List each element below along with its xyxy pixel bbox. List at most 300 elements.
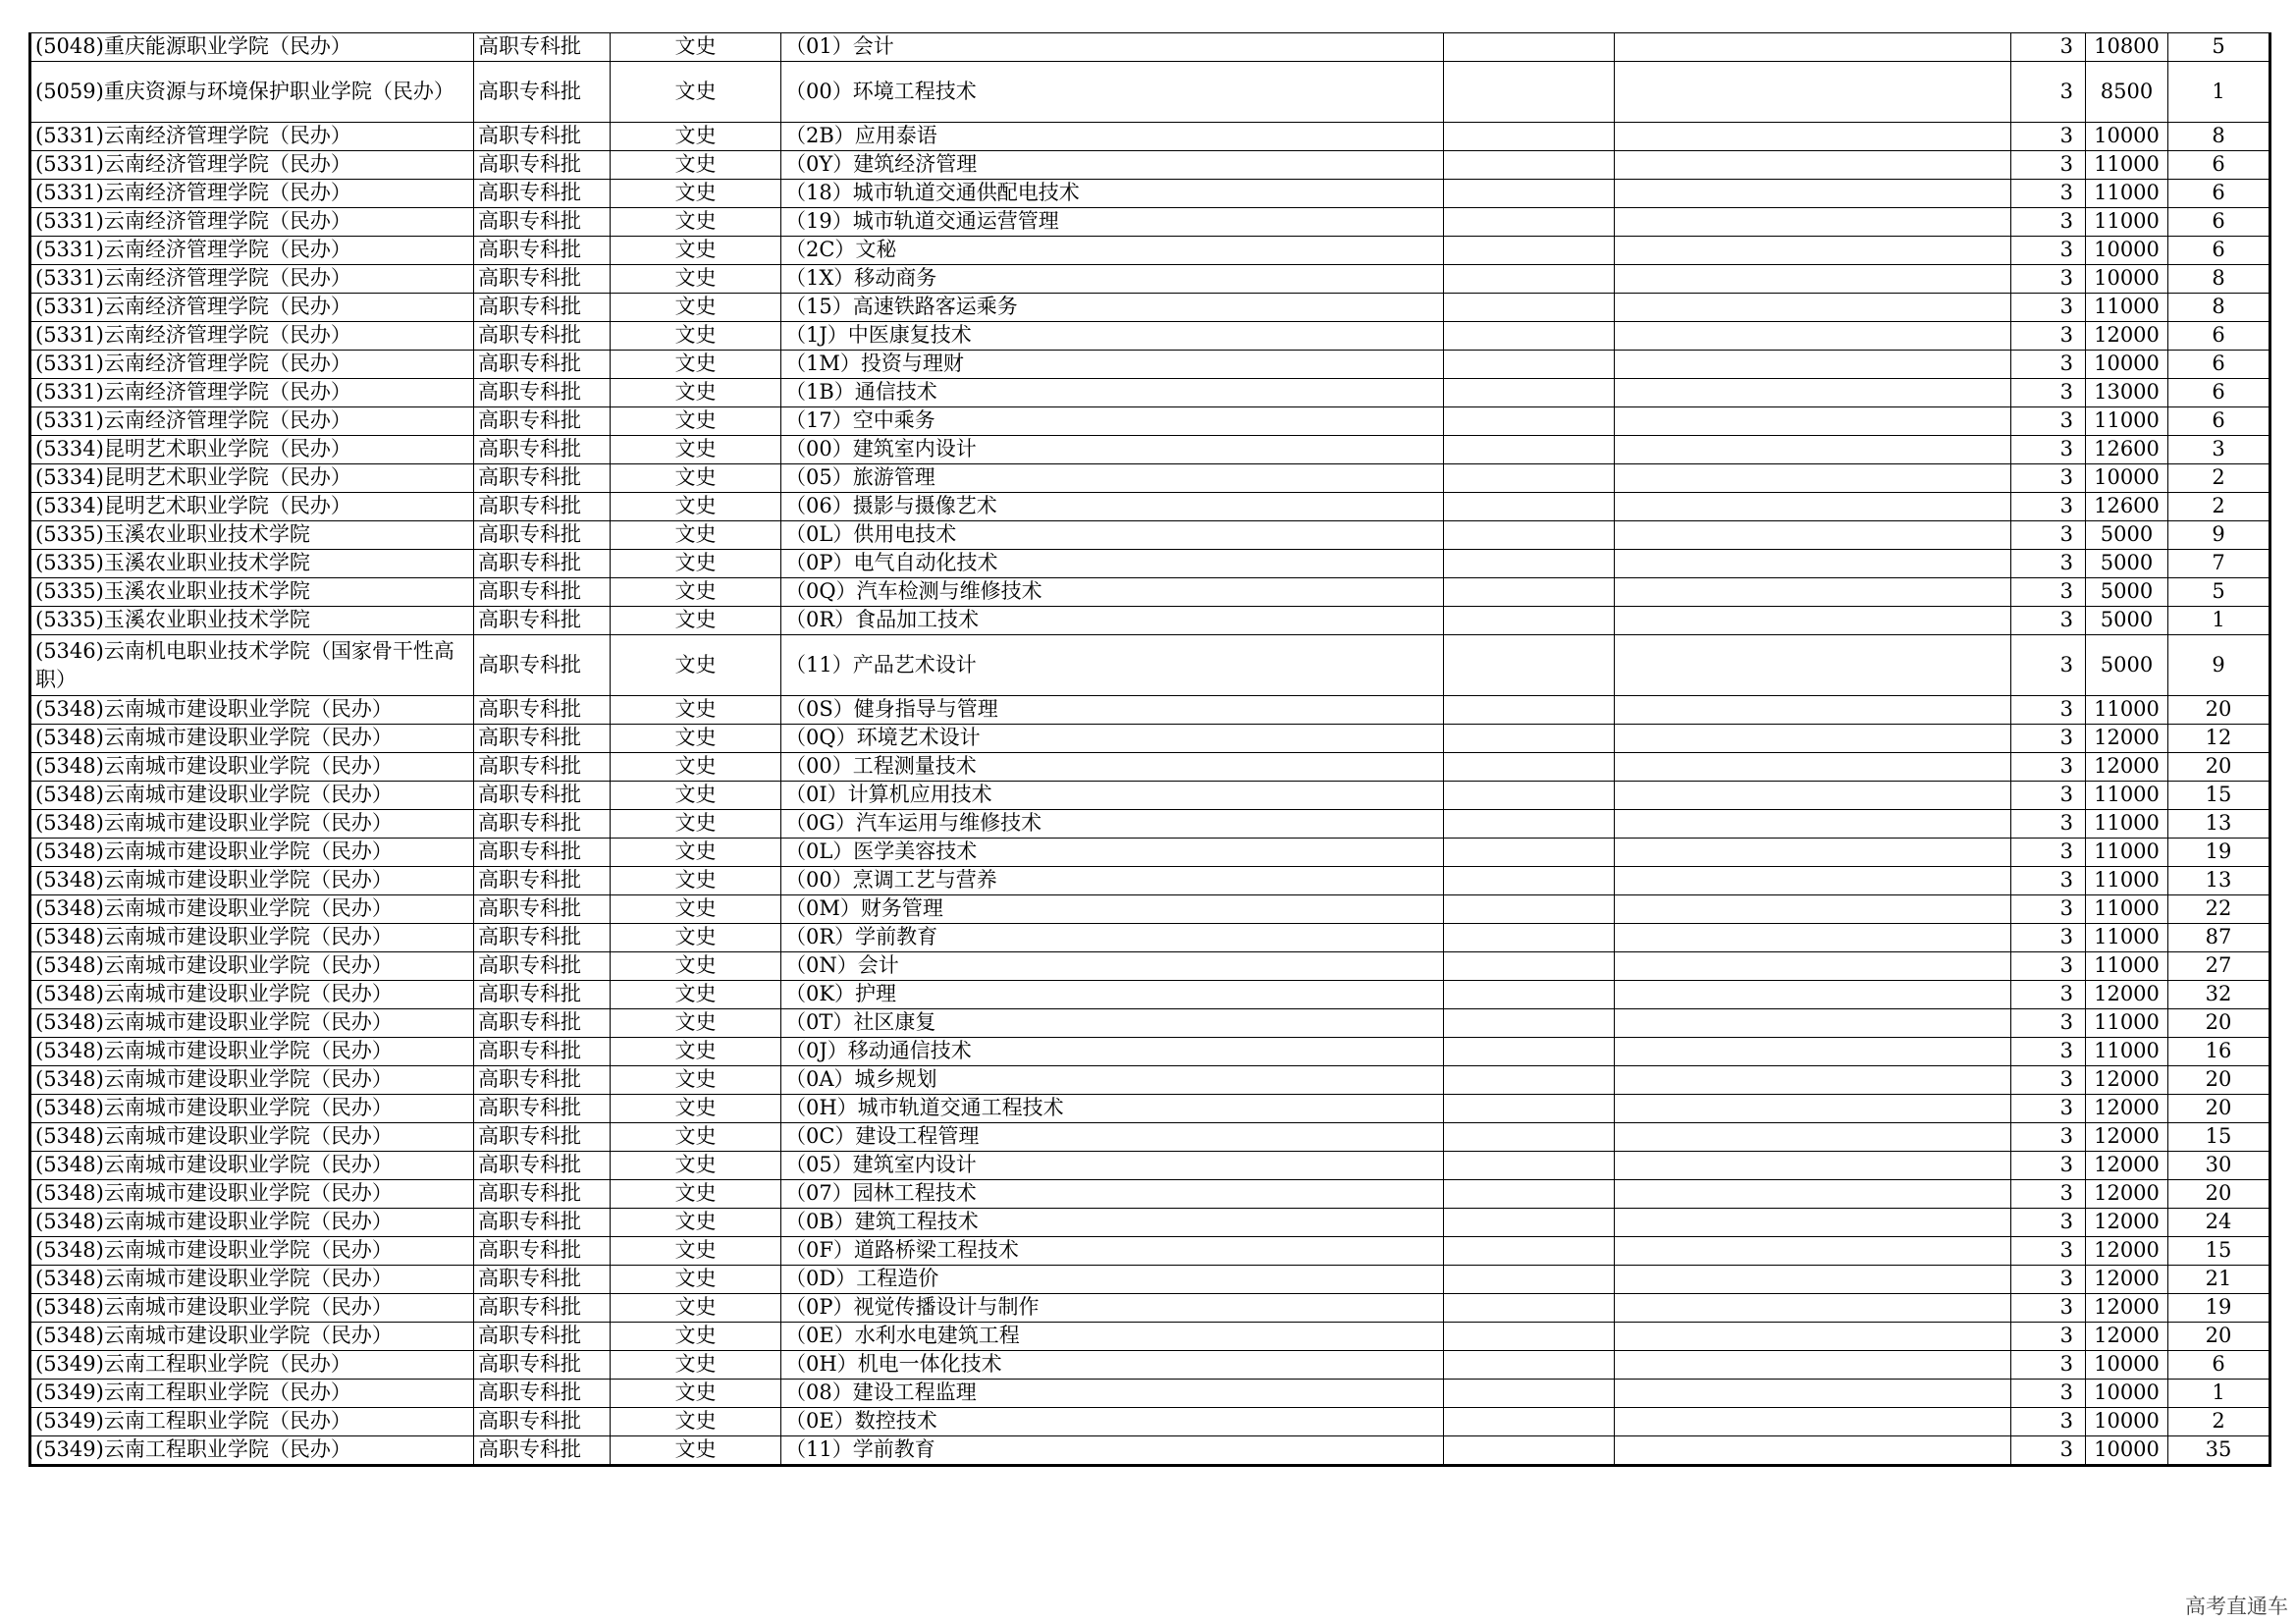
blank-cell-a: [1444, 436, 1615, 464]
blank-cell-a: [1444, 725, 1615, 753]
years-cell: 3: [2011, 696, 2086, 725]
blank-cell-b: [1615, 895, 2011, 924]
batch-cell: 高职专科批: [474, 464, 611, 493]
blank-cell-a: [1444, 895, 1615, 924]
tuition-cell: 11000: [2086, 924, 2168, 952]
school-cell: (5348)云南城市建设职业学院（民办）: [30, 1323, 474, 1351]
quota-cell: 1: [2168, 607, 2270, 635]
blank-cell-a: [1444, 351, 1615, 379]
category-cell: 文史: [611, 33, 781, 62]
category-cell: 文史: [611, 981, 781, 1009]
tuition-cell: 12000: [2086, 725, 2168, 753]
tuition-cell: 10000: [2086, 1380, 2168, 1408]
category-cell: 文史: [611, 180, 781, 208]
blank-cell-a: [1444, 407, 1615, 436]
table-row: [30, 1266, 2270, 1294]
quota-cell: 6: [2168, 151, 2270, 180]
quota-cell: 6: [2168, 379, 2270, 407]
quota-cell: 13: [2168, 810, 2270, 839]
major-cell: （0N）会计: [781, 952, 1444, 981]
tuition-cell: 10000: [2086, 123, 2168, 151]
major-cell: （1J）中医康复技术: [781, 322, 1444, 351]
batch-cell: 高职专科批: [474, 151, 611, 180]
category-cell: 文史: [611, 725, 781, 753]
school-cell: (5331)云南经济管理学院（民办）: [30, 123, 474, 151]
school-cell: (5331)云南经济管理学院（民办）: [30, 351, 474, 379]
years-cell: 3: [2011, 521, 2086, 550]
tuition-cell: 8500: [2086, 62, 2168, 123]
major-cell: （0E）水利水电建筑工程: [781, 1323, 1444, 1351]
batch-cell: 高职专科批: [474, 753, 611, 782]
category-cell: 文史: [611, 1266, 781, 1294]
blank-cell-b: [1615, 436, 2011, 464]
category-cell: 文史: [611, 351, 781, 379]
major-cell: （0Q）汽车检测与维修技术: [781, 578, 1444, 607]
blank-cell-b: [1615, 1266, 2011, 1294]
major-cell: （0P）电气自动化技术: [781, 550, 1444, 578]
school-cell: (5331)云南经济管理学院（民办）: [30, 265, 474, 294]
tuition-cell: 11000: [2086, 208, 2168, 237]
table-row: [30, 578, 2270, 607]
school-cell: (5349)云南工程职业学院（民办）: [30, 1380, 474, 1408]
category-cell: 文史: [611, 322, 781, 351]
quota-cell: 20: [2168, 1009, 2270, 1038]
table-row: [30, 1351, 2270, 1380]
school-cell: (5331)云南经济管理学院（民办）: [30, 237, 474, 265]
tuition-cell: 11000: [2086, 407, 2168, 436]
blank-cell-a: [1444, 1237, 1615, 1266]
batch-cell: 高职专科批: [474, 33, 611, 62]
school-cell: (5348)云南城市建设职业学院（民办）: [30, 696, 474, 725]
blank-cell-a: [1444, 1351, 1615, 1380]
quota-cell: 5: [2168, 33, 2270, 62]
quota-cell: 21: [2168, 1266, 2270, 1294]
batch-cell: 高职专科批: [474, 521, 611, 550]
category-cell: 文史: [611, 607, 781, 635]
major-cell: （0R）食品加工技术: [781, 607, 1444, 635]
batch-cell: 高职专科批: [474, 1209, 611, 1237]
major-cell: （11）学前教育: [781, 1436, 1444, 1466]
admission-plan-table: [28, 32, 2271, 1467]
table-row: [30, 952, 2270, 981]
quota-cell: 19: [2168, 839, 2270, 867]
school-cell: (5349)云南工程职业学院（民办）: [30, 1408, 474, 1436]
watermark-text: 高考直通车: [2185, 1595, 2288, 1618]
quota-cell: 15: [2168, 782, 2270, 810]
quota-cell: 87: [2168, 924, 2270, 952]
quota-cell: 30: [2168, 1152, 2270, 1180]
category-cell: 文史: [611, 208, 781, 237]
tuition-cell: 12000: [2086, 1095, 2168, 1123]
quota-cell: 6: [2168, 208, 2270, 237]
tuition-cell: 11000: [2086, 782, 2168, 810]
table-row: [30, 123, 2270, 151]
batch-cell: 高职专科批: [474, 436, 611, 464]
tuition-cell: 10000: [2086, 237, 2168, 265]
blank-cell-a: [1444, 782, 1615, 810]
quota-cell: 22: [2168, 895, 2270, 924]
batch-cell: 高职专科批: [474, 407, 611, 436]
years-cell: 3: [2011, 1266, 2086, 1294]
years-cell: 3: [2011, 782, 2086, 810]
blank-cell-b: [1615, 1066, 2011, 1095]
years-cell: 3: [2011, 1009, 2086, 1038]
table-row: [30, 782, 2270, 810]
batch-cell: 高职专科批: [474, 1123, 611, 1152]
table-row: [30, 351, 2270, 379]
major-cell: （2B）应用泰语: [781, 123, 1444, 151]
school-cell: (5348)云南城市建设职业学院（民办）: [30, 839, 474, 867]
batch-cell: 高职专科批: [474, 952, 611, 981]
blank-cell-b: [1615, 33, 2011, 62]
years-cell: 3: [2011, 493, 2086, 521]
school-cell: (5348)云南城市建设职业学院（民办）: [30, 725, 474, 753]
school-cell: (5348)云南城市建设职业学院（民办）: [30, 981, 474, 1009]
years-cell: 3: [2011, 1180, 2086, 1209]
blank-cell-b: [1615, 550, 2011, 578]
blank-cell-a: [1444, 464, 1615, 493]
quota-cell: 20: [2168, 1095, 2270, 1123]
batch-cell: 高职专科批: [474, 322, 611, 351]
school-cell: (5348)云南城市建设职业学院（民办）: [30, 1209, 474, 1237]
tuition-cell: 11000: [2086, 1038, 2168, 1066]
years-cell: 3: [2011, 1380, 2086, 1408]
category-cell: 文史: [611, 123, 781, 151]
category-cell: 文史: [611, 1209, 781, 1237]
blank-cell-b: [1615, 1038, 2011, 1066]
category-cell: 文史: [611, 696, 781, 725]
table-row: [30, 33, 2270, 62]
school-cell: (5348)云南城市建设职业学院（民办）: [30, 952, 474, 981]
table-row: [30, 407, 2270, 436]
quota-cell: 20: [2168, 753, 2270, 782]
blank-cell-b: [1615, 578, 2011, 607]
school-cell: (5331)云南经济管理学院（民办）: [30, 208, 474, 237]
school-cell: (5348)云南城市建设职业学院（民办）: [30, 867, 474, 895]
years-cell: 3: [2011, 725, 2086, 753]
blank-cell-b: [1615, 1009, 2011, 1038]
batch-cell: 高职专科批: [474, 635, 611, 696]
tuition-cell: 13000: [2086, 379, 2168, 407]
blank-cell-b: [1615, 1180, 2011, 1209]
batch-cell: 高职专科批: [474, 1351, 611, 1380]
years-cell: 3: [2011, 607, 2086, 635]
school-cell: (5348)云南城市建设职业学院（民办）: [30, 924, 474, 952]
table-row: [30, 1095, 2270, 1123]
quota-cell: 19: [2168, 1294, 2270, 1323]
tuition-cell: 11000: [2086, 895, 2168, 924]
quota-cell: 3: [2168, 436, 2270, 464]
category-cell: 文史: [611, 1180, 781, 1209]
school-cell: (5348)云南城市建设职业学院（民办）: [30, 1009, 474, 1038]
category-cell: 文史: [611, 265, 781, 294]
years-cell: 3: [2011, 578, 2086, 607]
blank-cell-b: [1615, 464, 2011, 493]
quota-cell: 2: [2168, 1408, 2270, 1436]
quota-cell: 16: [2168, 1038, 2270, 1066]
major-cell: （0E）数控技术: [781, 1408, 1444, 1436]
batch-cell: 高职专科批: [474, 1009, 611, 1038]
quota-cell: 12: [2168, 725, 2270, 753]
years-cell: 3: [2011, 237, 2086, 265]
years-cell: 3: [2011, 180, 2086, 208]
years-cell: 3: [2011, 1123, 2086, 1152]
category-cell: 文史: [611, 1152, 781, 1180]
batch-cell: 高职专科批: [474, 1266, 611, 1294]
table-row: [30, 839, 2270, 867]
blank-cell-a: [1444, 123, 1615, 151]
table-row: [30, 322, 2270, 351]
blank-cell-b: [1615, 1209, 2011, 1237]
tuition-cell: 12000: [2086, 1294, 2168, 1323]
quota-cell: 35: [2168, 1436, 2270, 1466]
table-row: [30, 1323, 2270, 1351]
quota-cell: 20: [2168, 1066, 2270, 1095]
school-cell: (5349)云南工程职业学院（民办）: [30, 1351, 474, 1380]
table-row: [30, 180, 2270, 208]
table-row: [30, 1038, 2270, 1066]
tuition-cell: 10800: [2086, 33, 2168, 62]
quota-cell: 6: [2168, 322, 2270, 351]
category-cell: 文史: [611, 1237, 781, 1266]
years-cell: 3: [2011, 1066, 2086, 1095]
quota-cell: 2: [2168, 493, 2270, 521]
blank-cell-b: [1615, 782, 2011, 810]
batch-cell: 高职专科批: [474, 867, 611, 895]
blank-cell-b: [1615, 294, 2011, 322]
blank-cell-b: [1615, 351, 2011, 379]
blank-cell-a: [1444, 635, 1615, 696]
years-cell: 3: [2011, 265, 2086, 294]
batch-cell: 高职专科批: [474, 607, 611, 635]
school-cell: (5331)云南经济管理学院（民办）: [30, 151, 474, 180]
tuition-cell: 12000: [2086, 322, 2168, 351]
batch-cell: 高职专科批: [474, 265, 611, 294]
blank-cell-b: [1615, 1408, 2011, 1436]
category-cell: 文史: [611, 407, 781, 436]
batch-cell: 高职专科批: [474, 62, 611, 123]
school-cell: (5335)玉溪农业职业技术学院: [30, 607, 474, 635]
batch-cell: 高职专科批: [474, 578, 611, 607]
quota-cell: 2: [2168, 464, 2270, 493]
category-cell: 文史: [611, 379, 781, 407]
school-cell: (5348)云南城市建设职业学院（民办）: [30, 1237, 474, 1266]
category-cell: 文史: [611, 294, 781, 322]
tuition-cell: 10000: [2086, 464, 2168, 493]
blank-cell-b: [1615, 151, 2011, 180]
blank-cell-b: [1615, 493, 2011, 521]
years-cell: 3: [2011, 322, 2086, 351]
quota-cell: 6: [2168, 351, 2270, 379]
major-cell: （0J）移动通信技术: [781, 1038, 1444, 1066]
table-row: [30, 1180, 2270, 1209]
major-cell: （00）工程测量技术: [781, 753, 1444, 782]
batch-cell: 高职专科批: [474, 810, 611, 839]
category-cell: 文史: [611, 237, 781, 265]
tuition-cell: 10000: [2086, 1408, 2168, 1436]
blank-cell-b: [1615, 379, 2011, 407]
blank-cell-a: [1444, 1323, 1615, 1351]
school-cell: (5059)重庆资源与环境保护职业学院（民办）: [30, 62, 474, 123]
tuition-cell: 12000: [2086, 1152, 2168, 1180]
school-cell: (5334)昆明艺术职业学院（民办）: [30, 436, 474, 464]
table-row: [30, 62, 2270, 123]
table-row: [30, 696, 2270, 725]
major-cell: （00）环境工程技术: [781, 62, 1444, 123]
blank-cell-a: [1444, 265, 1615, 294]
tuition-cell: 11000: [2086, 696, 2168, 725]
quota-cell: 20: [2168, 696, 2270, 725]
years-cell: 3: [2011, 550, 2086, 578]
blank-cell-b: [1615, 1323, 2011, 1351]
category-cell: 文史: [611, 436, 781, 464]
tuition-cell: 5000: [2086, 578, 2168, 607]
table-row: [30, 981, 2270, 1009]
category-cell: 文史: [611, 1294, 781, 1323]
major-cell: （06）摄影与摄像艺术: [781, 493, 1444, 521]
batch-cell: 高职专科批: [474, 924, 611, 952]
years-cell: 3: [2011, 1294, 2086, 1323]
category-cell: 文史: [611, 810, 781, 839]
years-cell: 3: [2011, 436, 2086, 464]
school-cell: (5348)云南城市建设职业学院（民办）: [30, 1123, 474, 1152]
quota-cell: 8: [2168, 265, 2270, 294]
school-cell: (5348)云南城市建设职业学院（民办）: [30, 810, 474, 839]
school-cell: (5331)云南经济管理学院（民办）: [30, 180, 474, 208]
major-cell: （08）建设工程监理: [781, 1380, 1444, 1408]
blank-cell-a: [1444, 867, 1615, 895]
blank-cell-b: [1615, 1380, 2011, 1408]
blank-cell-a: [1444, 493, 1615, 521]
major-cell: （0A）城乡规划: [781, 1066, 1444, 1095]
table-row: [30, 1436, 2270, 1466]
blank-cell-a: [1444, 1266, 1615, 1294]
years-cell: 3: [2011, 123, 2086, 151]
blank-cell-b: [1615, 62, 2011, 123]
years-cell: 3: [2011, 407, 2086, 436]
table-row: [30, 1294, 2270, 1323]
school-cell: (5348)云南城市建设职业学院（民办）: [30, 1180, 474, 1209]
table-row: [30, 1380, 2270, 1408]
table-row: [30, 753, 2270, 782]
blank-cell-a: [1444, 924, 1615, 952]
tuition-cell: 12000: [2086, 981, 2168, 1009]
quota-cell: 9: [2168, 635, 2270, 696]
blank-cell-b: [1615, 1294, 2011, 1323]
category-cell: 文史: [611, 464, 781, 493]
table-row: [30, 550, 2270, 578]
quota-cell: 6: [2168, 237, 2270, 265]
table-row: [30, 924, 2270, 952]
tuition-cell: 12000: [2086, 1237, 2168, 1266]
years-cell: 3: [2011, 151, 2086, 180]
tuition-cell: 5000: [2086, 607, 2168, 635]
school-cell: (5348)云南城市建设职业学院（民办）: [30, 782, 474, 810]
table-row: [30, 1408, 2270, 1436]
major-cell: （1B）通信技术: [781, 379, 1444, 407]
years-cell: 3: [2011, 1323, 2086, 1351]
category-cell: 文史: [611, 753, 781, 782]
years-cell: 3: [2011, 33, 2086, 62]
category-cell: 文史: [611, 1351, 781, 1380]
category-cell: 文史: [611, 924, 781, 952]
blank-cell-a: [1444, 379, 1615, 407]
years-cell: 3: [2011, 1436, 2086, 1466]
major-cell: （0M）财务管理: [781, 895, 1444, 924]
blank-cell-a: [1444, 33, 1615, 62]
blank-cell-b: [1615, 810, 2011, 839]
table-row: [30, 294, 2270, 322]
tuition-cell: 11000: [2086, 867, 2168, 895]
school-cell: (5348)云南城市建设职业学院（民办）: [30, 1095, 474, 1123]
blank-cell-a: [1444, 1095, 1615, 1123]
blank-cell-b: [1615, 180, 2011, 208]
batch-cell: 高职专科批: [474, 208, 611, 237]
years-cell: 3: [2011, 1209, 2086, 1237]
batch-cell: 高职专科批: [474, 1237, 611, 1266]
blank-cell-a: [1444, 521, 1615, 550]
school-cell: (5348)云南城市建设职业学院（民办）: [30, 1266, 474, 1294]
blank-cell-b: [1615, 265, 2011, 294]
batch-cell: 高职专科批: [474, 550, 611, 578]
category-cell: 文史: [611, 867, 781, 895]
quota-cell: 27: [2168, 952, 2270, 981]
major-cell: （0L）医学美容技术: [781, 839, 1444, 867]
category-cell: 文史: [611, 1095, 781, 1123]
major-cell: （0Q）环境艺术设计: [781, 725, 1444, 753]
major-cell: （1M）投资与理财: [781, 351, 1444, 379]
batch-cell: 高职专科批: [474, 1436, 611, 1466]
blank-cell-b: [1615, 867, 2011, 895]
tuition-cell: 11000: [2086, 1009, 2168, 1038]
blank-cell-a: [1444, 237, 1615, 265]
blank-cell-a: [1444, 1066, 1615, 1095]
blank-cell-a: [1444, 810, 1615, 839]
major-cell: （0F）道路桥梁工程技术: [781, 1237, 1444, 1266]
school-cell: (5334)昆明艺术职业学院（民办）: [30, 464, 474, 493]
table-row: [30, 464, 2270, 493]
batch-cell: 高职专科批: [474, 1152, 611, 1180]
tuition-cell: 10000: [2086, 1351, 2168, 1380]
tuition-cell: 11000: [2086, 810, 2168, 839]
blank-cell-a: [1444, 1180, 1615, 1209]
table-row: [30, 521, 2270, 550]
major-cell: （05）建筑室内设计: [781, 1152, 1444, 1180]
major-cell: （0B）建筑工程技术: [781, 1209, 1444, 1237]
table-row: [30, 810, 2270, 839]
major-cell: （0D）工程造价: [781, 1266, 1444, 1294]
blank-cell-b: [1615, 696, 2011, 725]
category-cell: 文史: [611, 1009, 781, 1038]
blank-cell-b: [1615, 753, 2011, 782]
blank-cell-b: [1615, 981, 2011, 1009]
major-cell: （0H）城市轨道交通工程技术: [781, 1095, 1444, 1123]
batch-cell: 高职专科批: [474, 351, 611, 379]
batch-cell: 高职专科批: [474, 379, 611, 407]
major-cell: （11）产品艺术设计: [781, 635, 1444, 696]
blank-cell-b: [1615, 1095, 2011, 1123]
blank-cell-b: [1615, 208, 2011, 237]
category-cell: 文史: [611, 578, 781, 607]
table-row: [30, 635, 2270, 696]
table-row: [30, 725, 2270, 753]
blank-cell-a: [1444, 1152, 1615, 1180]
school-cell: (5331)云南经济管理学院（民办）: [30, 294, 474, 322]
blank-cell-b: [1615, 237, 2011, 265]
batch-cell: 高职专科批: [474, 1408, 611, 1436]
batch-cell: 高职专科批: [474, 123, 611, 151]
table-row: [30, 379, 2270, 407]
